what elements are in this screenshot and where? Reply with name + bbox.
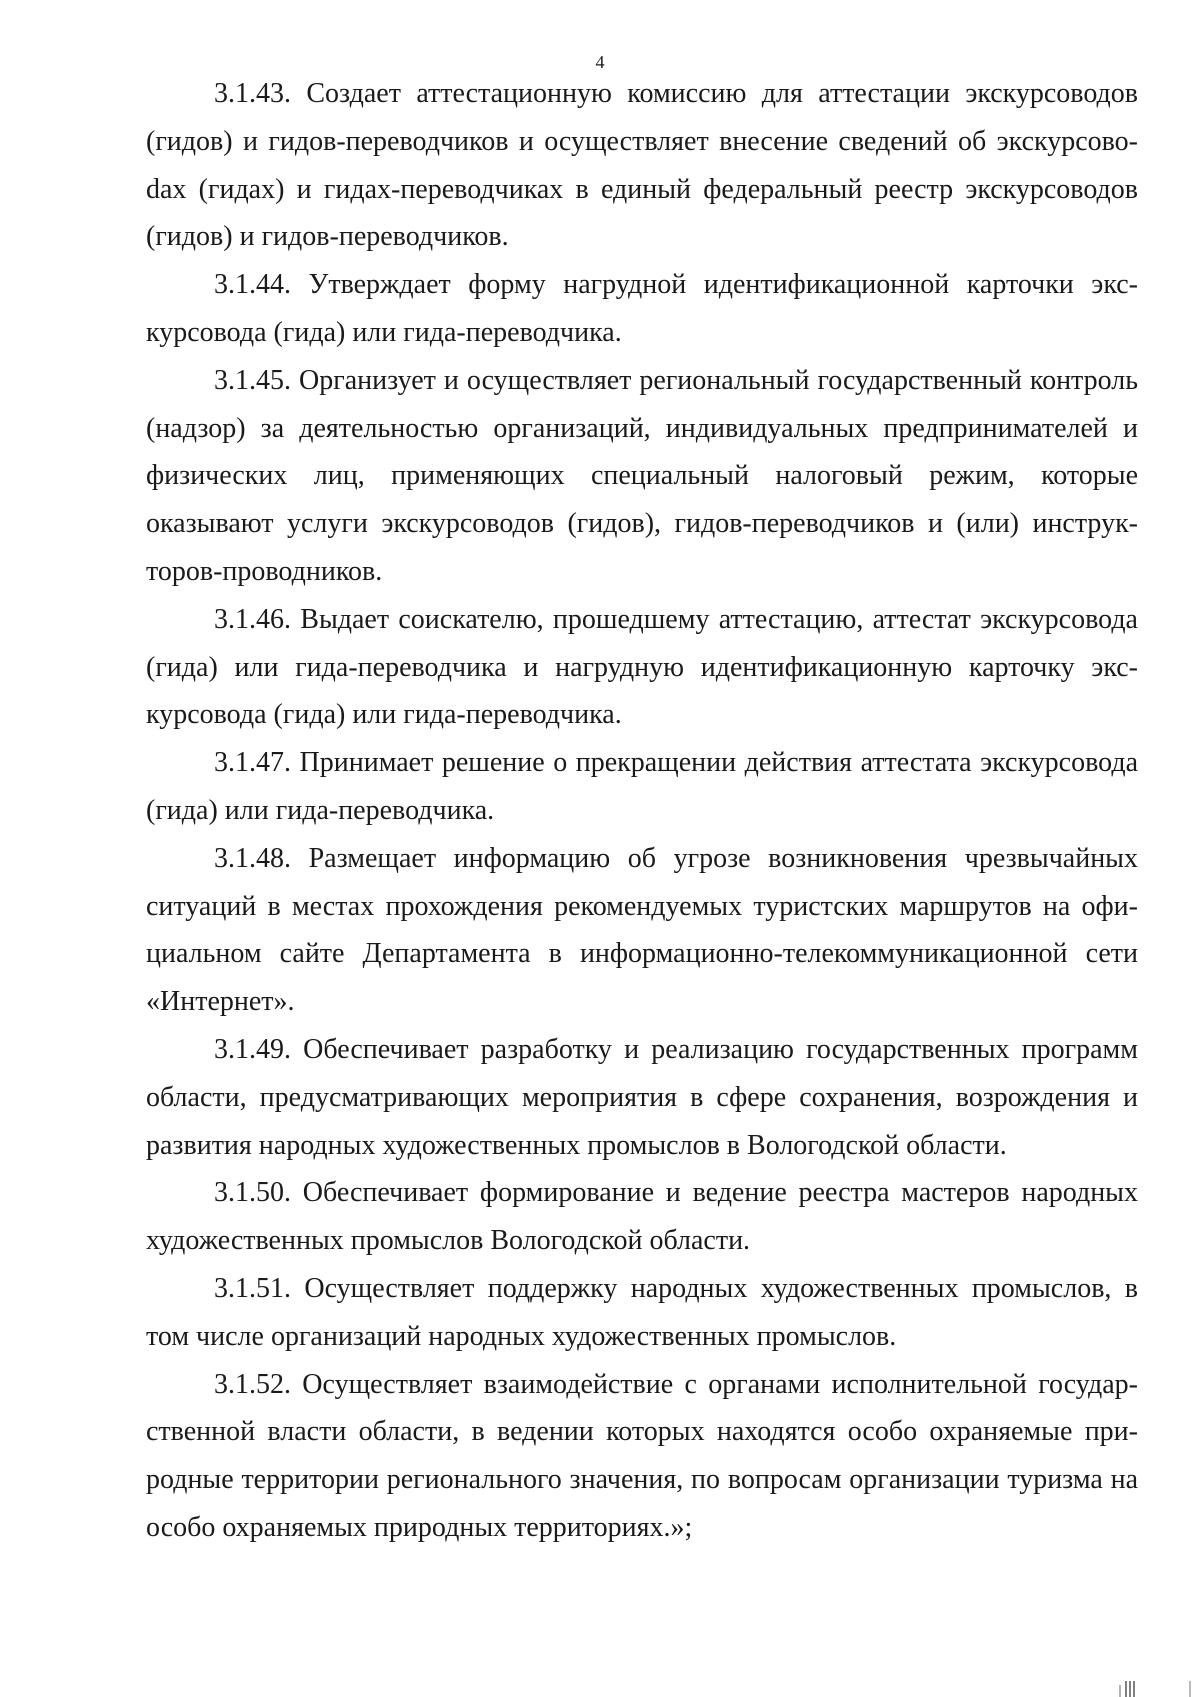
paragraph-3-1-44: 3.1.44. Утверждает форму нагрудной идентификационной карточки экскурсовода (гида) или гида-переводчика. bbox=[146, 269, 1138, 348]
page-number: 4 bbox=[595, 52, 605, 72]
paragraph-3-1-46: 3.1.46. Выдает соискателю, прошедшему аттестацию, аттестат экскурсовода (гида) или гида-переводчика и нагрудную идентификационную карточку экскурсовода (гида) или гида-переводчика. bbox=[146, 603, 1138, 731]
scan-artifact-marks bbox=[1080, 1667, 1200, 1697]
paragraph-3-1-52: 3.1.52. Осуществляет взаимодействие с органами исполнительной государственной власти области, в ведении которых находятся особо охраняемые природные территории регионального значения, по вопросам организации туризма на особо охраняемых природных территориях.»; bbox=[146, 1368, 1138, 1543]
paragraph-3-1-51: 3.1.51. Осуществляет поддержку народных художественных промыслов, в том числе организаций народных художественных промыслов. bbox=[146, 1272, 1138, 1352]
paragraph-3-1-45: 3.1.45. Организует и осуществляет региональный государственный контроль (надзор) за деятельностью организаций, индивидуальных предпринимателей и физических лиц, применяющих специальный налоговый режим, которые оказывают услуги экскурсоводов (гидов), гидов-переводчиков и (или) инструкторов-проводников. bbox=[146, 364, 1138, 587]
paragraph-3-1-50: 3.1.50. Обеспечивает формирование и ведение реестра мастеров народных художественных промыслов Вологодской области. bbox=[146, 1177, 1138, 1257]
paragraph-3-1-43: 3.1.43. Создает аттестационную комиссию для аттестации экскурсоводов (гидов) и гидов-переводчиков и осуществляет внесение сведений об экскурсовоdах (гидах) и гидах-переводчиках в единый федеральный реестр экскурсоводов (гидов) и гидов-переводчиков. bbox=[146, 78, 1138, 253]
document-body bbox=[146, 70, 1138, 1552]
paragraph-3-1-47: 3.1.47. Принимает решение о прекращении действия аттестата экскурсовода (гида) или гида-переводчика. bbox=[146, 747, 1138, 826]
paragraph-3-1-49: 3.1.49. Обеспечивает разработку и реализацию государственных программ области, предусматривающих мероприятия в сфере сохранения, возрождения и развития народных художественных промыслов в Вологодской области. bbox=[146, 1033, 1138, 1161]
paragraph-3-1-48: 3.1.48. Размещает информацию об угрозе возникновения чрезвычайных ситуаций в местах прохождения рекомендуемых туристских маршрутов на официальном сайте Департамента в информационно-телекоммуникационной сети «Интернет». bbox=[146, 842, 1138, 1018]
